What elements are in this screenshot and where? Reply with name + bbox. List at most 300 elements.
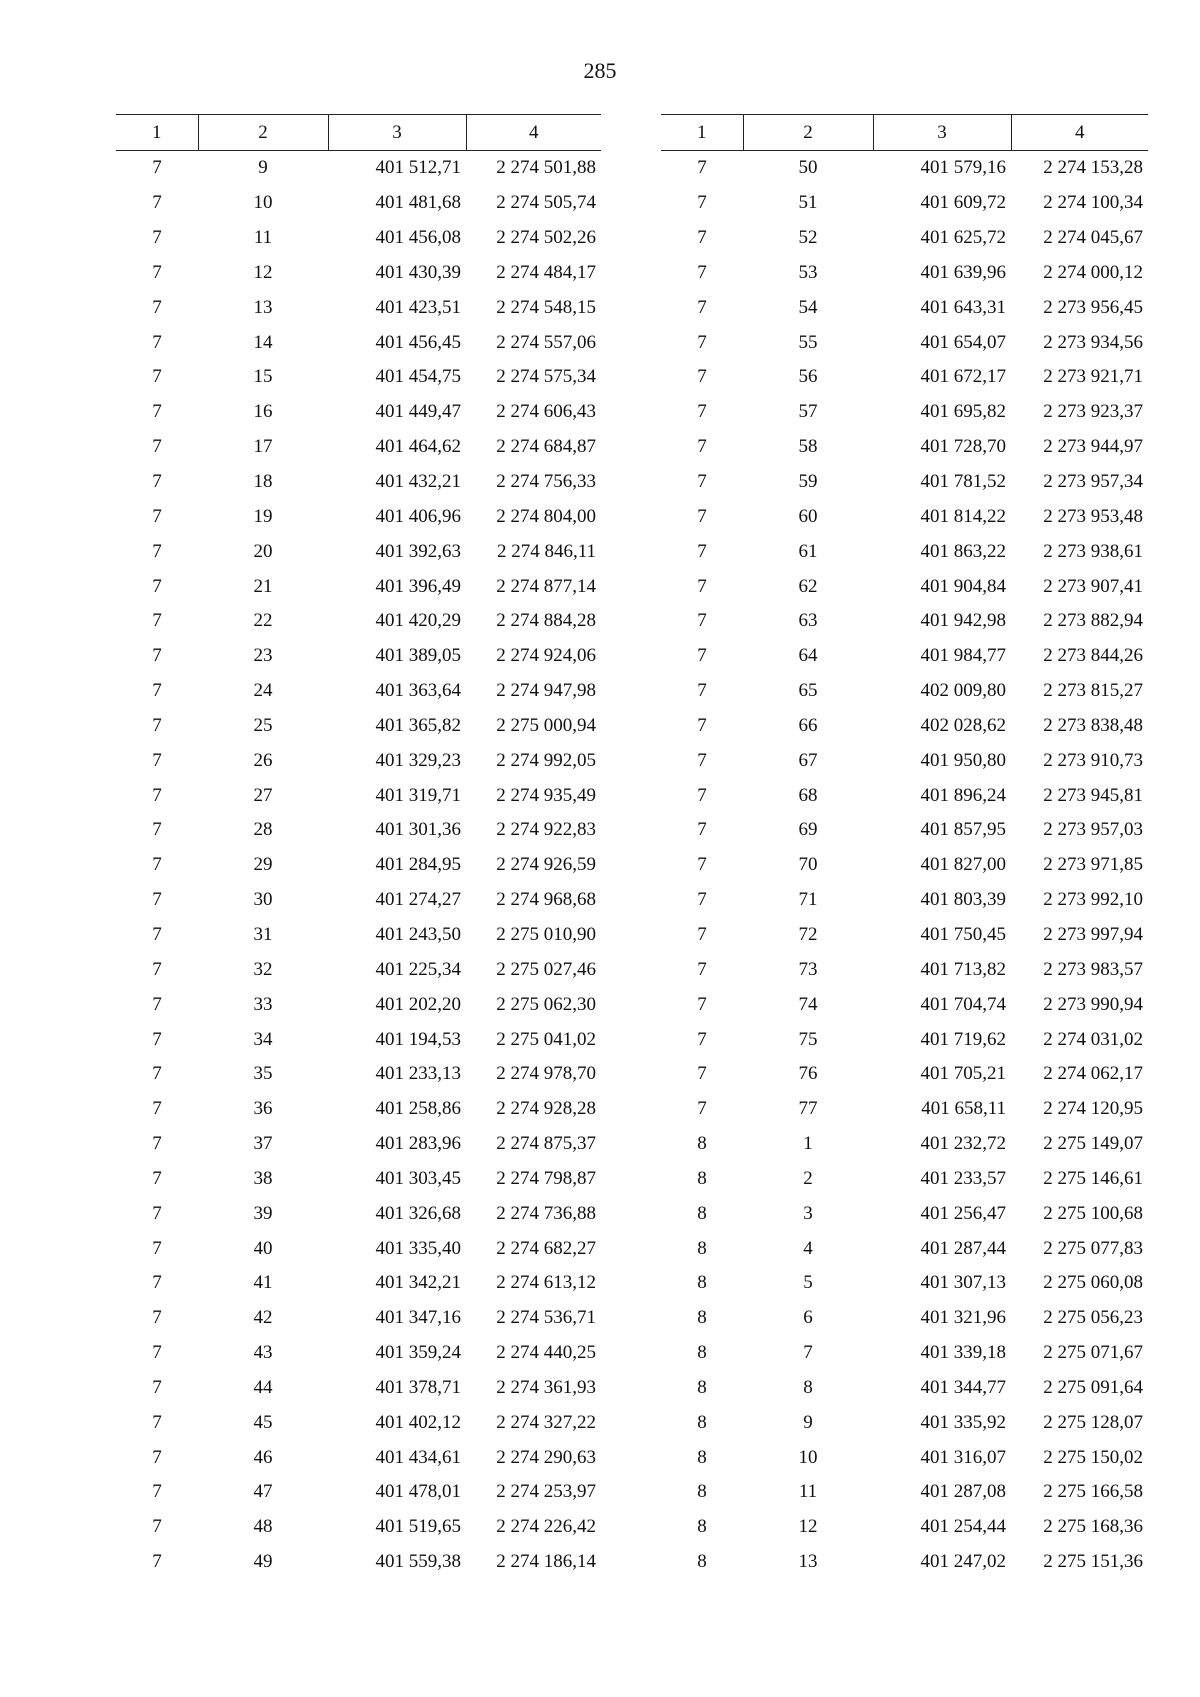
table-row: [116, 1510, 601, 1545]
x-coordinate-cell: 401 904,84: [920, 575, 1006, 597]
y-coordinate-cell: 2 274 736,88: [496, 1202, 596, 1224]
x-coordinate-cell: 401 365,82: [375, 714, 461, 736]
x-coordinate-cell: 401 781,52: [920, 471, 1006, 493]
y-coordinate-cell: 2 274 978,70: [496, 1063, 596, 1085]
point-number-cell: 16: [253, 401, 273, 423]
table-body-right: [661, 151, 1148, 1580]
zone-cell: 7: [152, 401, 162, 423]
table-row: [661, 465, 1148, 500]
point-number-cell: 13: [253, 296, 273, 318]
y-coordinate-cell: 2 274 606,43: [496, 401, 596, 423]
zone-cell: 7: [152, 958, 162, 980]
table-row: [661, 1196, 1148, 1231]
zone-cell: 7: [152, 227, 162, 249]
x-coordinate-cell: 402 028,62: [920, 714, 1006, 736]
y-coordinate-cell: 2 274 253,97: [496, 1481, 596, 1503]
zone-cell: 7: [152, 366, 162, 388]
zone-cell: 7: [697, 993, 707, 1015]
point-number-cell: 73: [798, 958, 818, 980]
x-coordinate-cell: 401 609,72: [920, 192, 1006, 214]
table-row: [116, 848, 601, 883]
table-row: [116, 1057, 601, 1092]
zone-cell: 7: [152, 1342, 162, 1364]
zone-cell: 7: [697, 1098, 707, 1120]
table-row: [661, 1266, 1148, 1301]
point-number-cell: 36: [253, 1098, 273, 1120]
x-coordinate-cell: 401 814,22: [920, 505, 1006, 527]
zone-cell: 8: [697, 1133, 707, 1155]
table-row: [661, 1475, 1148, 1510]
x-coordinate-cell: 401 307,13: [920, 1272, 1006, 1294]
table-row: [661, 604, 1148, 639]
table-row: [116, 1161, 601, 1196]
table-row: [116, 883, 601, 918]
zone-cell: 7: [152, 923, 162, 945]
point-number-cell: 58: [798, 436, 818, 458]
point-number-cell: 41: [253, 1272, 273, 1294]
point-number-cell: 49: [253, 1551, 273, 1573]
zone-cell: 7: [697, 575, 707, 597]
y-coordinate-cell: 2 273 983,57: [1043, 958, 1143, 980]
point-number-cell: 23: [253, 645, 273, 667]
y-coordinate-cell: 2 273 953,48: [1043, 505, 1143, 527]
x-coordinate-cell: 401 303,45: [375, 1167, 461, 1189]
zone-cell: 7: [152, 331, 162, 353]
point-number-cell: 63: [798, 610, 818, 632]
zone-cell: 7: [152, 854, 162, 876]
zone-cell: 7: [152, 505, 162, 527]
table-row: [116, 499, 601, 534]
table-row: [661, 1127, 1148, 1162]
zone-cell: 7: [697, 401, 707, 423]
y-coordinate-cell: 2 274 186,14: [496, 1551, 596, 1573]
y-coordinate-cell: 2 274 290,63: [496, 1446, 596, 1468]
x-coordinate-cell: 401 423,51: [375, 296, 461, 318]
y-coordinate-cell: 2 274 120,95: [1043, 1098, 1143, 1120]
y-coordinate-cell: 2 273 990,94: [1043, 993, 1143, 1015]
x-coordinate-cell: 401 301,36: [375, 819, 461, 841]
point-number-cell: 51: [798, 192, 818, 214]
table-row: [661, 360, 1148, 395]
table-row: [661, 430, 1148, 465]
table-row: [661, 221, 1148, 256]
table-row: [661, 813, 1148, 848]
zone-cell: 8: [697, 1551, 707, 1573]
x-coordinate-cell: 401 287,44: [920, 1237, 1006, 1259]
table-row: [661, 1231, 1148, 1266]
zone-cell: 7: [152, 1237, 162, 1259]
table-row: [116, 151, 601, 186]
table-row: [661, 1336, 1148, 1371]
table-row: [661, 952, 1148, 987]
x-coordinate-cell: 401 713,82: [920, 958, 1006, 980]
point-number-cell: 53: [798, 261, 818, 283]
zone-cell: 7: [152, 1202, 162, 1224]
table-row: [116, 813, 601, 848]
zone-cell: 8: [697, 1446, 707, 1468]
x-coordinate-cell: 401 896,24: [920, 784, 1006, 806]
table-row: [116, 360, 601, 395]
point-number-cell: 3: [803, 1202, 813, 1224]
y-coordinate-cell: 2 274 926,59: [496, 854, 596, 876]
table-row: [116, 709, 601, 744]
table-row: [661, 325, 1148, 360]
zone-cell: 7: [697, 958, 707, 980]
x-coordinate-cell: 401 396,49: [375, 575, 461, 597]
y-coordinate-cell: 2 274 756,33: [496, 471, 596, 493]
point-number-cell: 74: [798, 993, 818, 1015]
point-number-cell: 40: [253, 1237, 273, 1259]
y-coordinate-cell: 2 273 910,73: [1043, 749, 1143, 771]
x-coordinate-cell: 401 194,53: [375, 1028, 461, 1050]
x-coordinate-cell: 401 672,17: [920, 366, 1006, 388]
x-coordinate-cell: 401 984,77: [920, 645, 1006, 667]
x-coordinate-cell: 401 359,24: [375, 1342, 461, 1364]
y-coordinate-cell: 2 274 045,67: [1043, 227, 1143, 249]
y-coordinate-cell: 2 274 682,27: [496, 1237, 596, 1259]
column-header-3: 3: [873, 115, 1011, 151]
x-coordinate-cell: 401 233,57: [920, 1167, 1006, 1189]
column-header-3: 3: [328, 115, 466, 151]
y-coordinate-cell: 2 273 992,10: [1043, 889, 1143, 911]
y-coordinate-cell: 2 274 804,00: [496, 505, 596, 527]
x-coordinate-cell: 401 942,98: [920, 610, 1006, 632]
point-number-cell: 56: [798, 366, 818, 388]
zone-cell: 7: [152, 1516, 162, 1538]
point-number-cell: 4: [803, 1237, 813, 1259]
x-coordinate-cell: 401 232,72: [920, 1133, 1006, 1155]
x-coordinate-cell: 401 347,16: [375, 1307, 461, 1329]
zone-cell: 7: [697, 645, 707, 667]
x-coordinate-cell: 401 857,95: [920, 819, 1006, 841]
y-coordinate-cell: 2 273 844,26: [1043, 645, 1143, 667]
y-coordinate-cell: 2 274 327,22: [496, 1411, 596, 1433]
x-coordinate-cell: 401 559,38: [375, 1551, 461, 1573]
table-row: [661, 151, 1148, 186]
y-coordinate-cell: 2 275 151,36: [1043, 1551, 1143, 1573]
zone-cell: 7: [152, 889, 162, 911]
y-coordinate-cell: 2 275 041,02: [496, 1028, 596, 1050]
point-number-cell: 12: [253, 261, 273, 283]
y-coordinate-cell: 2 274 846,11: [496, 540, 596, 562]
point-number-cell: 10: [253, 192, 273, 214]
y-coordinate-cell: 2 274 575,34: [496, 366, 596, 388]
y-coordinate-cell: 2 275 146,61: [1043, 1167, 1143, 1189]
y-coordinate-cell: 2 274 536,71: [496, 1307, 596, 1329]
table-row: [661, 534, 1148, 569]
point-number-cell: 60: [798, 505, 818, 527]
x-coordinate-cell: 401 695,82: [920, 401, 1006, 423]
zone-cell: 7: [152, 714, 162, 736]
zone-cell: 8: [697, 1481, 707, 1503]
point-number-cell: 19: [253, 505, 273, 527]
point-number-cell: 65: [798, 680, 818, 702]
y-coordinate-cell: 2 274 947,98: [496, 680, 596, 702]
zone-cell: 7: [152, 157, 162, 179]
zone-cell: 7: [697, 923, 707, 945]
table-body-left: [116, 151, 601, 1580]
table-row: [116, 1336, 601, 1371]
zone-cell: 7: [697, 819, 707, 841]
point-number-cell: 13: [798, 1551, 818, 1573]
table-row: [116, 674, 601, 709]
x-coordinate-cell: 401 827,00: [920, 854, 1006, 876]
point-number-cell: 42: [253, 1307, 273, 1329]
table-row: [116, 743, 601, 778]
zone-cell: 7: [152, 471, 162, 493]
x-coordinate-cell: 401 326,68: [375, 1202, 461, 1224]
point-number-cell: 45: [253, 1411, 273, 1433]
y-coordinate-cell: 2 273 934,56: [1043, 331, 1143, 353]
table-row: [116, 1231, 601, 1266]
zone-cell: 7: [152, 680, 162, 702]
zone-cell: 7: [697, 296, 707, 318]
zone-cell: 7: [697, 680, 707, 702]
x-coordinate-cell: 401 719,62: [920, 1028, 1006, 1050]
x-coordinate-cell: 401 643,31: [920, 296, 1006, 318]
y-coordinate-cell: 2 275 062,30: [496, 993, 596, 1015]
point-number-cell: 33: [253, 993, 273, 1015]
zone-cell: 7: [152, 1411, 162, 1433]
zone-cell: 7: [697, 227, 707, 249]
table-row: [661, 569, 1148, 604]
y-coordinate-cell: 2 274 875,37: [496, 1133, 596, 1155]
table-row: [116, 430, 601, 465]
zone-cell: 8: [697, 1272, 707, 1294]
point-number-cell: 59: [798, 471, 818, 493]
x-coordinate-cell: 401 363,64: [375, 680, 461, 702]
x-coordinate-cell: 401 704,74: [920, 993, 1006, 1015]
point-number-cell: 46: [253, 1446, 273, 1468]
table-row: [661, 1371, 1148, 1406]
x-coordinate-cell: 401 284,95: [375, 854, 461, 876]
y-coordinate-cell: 2 273 907,41: [1043, 575, 1143, 597]
zone-cell: 8: [697, 1202, 707, 1224]
column-header-2: 2: [743, 115, 873, 151]
point-number-cell: 61: [798, 540, 818, 562]
zone-cell: 7: [697, 784, 707, 806]
y-coordinate-cell: 2 273 944,97: [1043, 436, 1143, 458]
x-coordinate-cell: 401 342,21: [375, 1272, 461, 1294]
x-coordinate-cell: 401 389,05: [375, 645, 461, 667]
coordinates-table-left: [116, 114, 601, 1580]
table-row: [116, 1545, 601, 1580]
x-coordinate-cell: 401 728,70: [920, 436, 1006, 458]
zone-cell: 7: [697, 854, 707, 876]
y-coordinate-cell: 2 273 815,27: [1043, 680, 1143, 702]
zone-cell: 7: [152, 1098, 162, 1120]
header-row: [116, 115, 601, 151]
x-coordinate-cell: 401 274,27: [375, 889, 461, 911]
table-row: [116, 1301, 601, 1336]
zone-cell: 7: [152, 1376, 162, 1398]
point-number-cell: 25: [253, 714, 273, 736]
point-number-cell: 7: [803, 1342, 813, 1364]
y-coordinate-cell: 2 274 484,17: [496, 261, 596, 283]
zone-cell: 7: [697, 366, 707, 388]
x-coordinate-cell: 401 478,01: [375, 1481, 461, 1503]
x-coordinate-cell: 401 579,16: [920, 157, 1006, 179]
point-number-cell: 15: [253, 366, 273, 388]
point-number-cell: 30: [253, 889, 273, 911]
column-header-1: 1: [661, 115, 743, 151]
x-coordinate-cell: 401 287,08: [920, 1481, 1006, 1503]
table-row: [661, 1092, 1148, 1127]
x-coordinate-cell: 401 950,80: [920, 749, 1006, 771]
point-number-cell: 31: [253, 923, 273, 945]
point-number-cell: 37: [253, 1133, 273, 1155]
zone-cell: 7: [697, 714, 707, 736]
x-coordinate-cell: 401 392,63: [375, 540, 461, 562]
x-coordinate-cell: 401 430,39: [375, 261, 461, 283]
table-row: [116, 1127, 601, 1162]
x-coordinate-cell: 401 335,92: [920, 1411, 1006, 1433]
point-number-cell: 11: [253, 227, 273, 249]
zone-cell: 8: [697, 1411, 707, 1433]
column-header-4: 4: [466, 115, 601, 151]
point-number-cell: 62: [798, 575, 818, 597]
point-number-cell: 12: [798, 1516, 818, 1538]
zone-cell: 7: [152, 1272, 162, 1294]
x-coordinate-cell: 401 456,08: [375, 227, 461, 249]
x-coordinate-cell: 401 625,72: [920, 227, 1006, 249]
zone-cell: 7: [697, 157, 707, 179]
x-coordinate-cell: 402 009,80: [920, 680, 1006, 702]
point-number-cell: 35: [253, 1063, 273, 1085]
y-coordinate-cell: 2 274 000,12: [1043, 261, 1143, 283]
table-row: [661, 918, 1148, 953]
point-number-cell: 2: [803, 1167, 813, 1189]
point-number-cell: 27: [253, 784, 273, 806]
table-row: [661, 674, 1148, 709]
table-row: [116, 778, 601, 813]
zone-cell: 7: [697, 192, 707, 214]
table-row: [116, 1266, 601, 1301]
zone-cell: 7: [697, 505, 707, 527]
zone-cell: 7: [152, 610, 162, 632]
x-coordinate-cell: 401 519,65: [375, 1516, 461, 1538]
point-number-cell: 32: [253, 958, 273, 980]
y-coordinate-cell: 2 274 922,83: [496, 819, 596, 841]
table-row: [661, 639, 1148, 674]
zone-cell: 8: [697, 1342, 707, 1364]
column-header-4: 4: [1011, 115, 1148, 151]
table-row: [116, 604, 601, 639]
zone-cell: 7: [152, 296, 162, 318]
y-coordinate-cell: 2 275 168,36: [1043, 1516, 1143, 1538]
table-row: [116, 395, 601, 430]
y-coordinate-cell: 2 275 077,83: [1043, 1237, 1143, 1259]
point-number-cell: 38: [253, 1167, 273, 1189]
point-number-cell: 67: [798, 749, 818, 771]
zone-cell: 7: [697, 261, 707, 283]
table-row: [116, 256, 601, 291]
y-coordinate-cell: 2 275 100,68: [1043, 1202, 1143, 1224]
column-header-1: 1: [116, 115, 198, 151]
point-number-cell: 20: [253, 540, 273, 562]
x-coordinate-cell: 401 512,71: [375, 157, 461, 179]
point-number-cell: 70: [798, 854, 818, 876]
y-coordinate-cell: 2 275 000,94: [496, 714, 596, 736]
y-coordinate-cell: 2 275 149,07: [1043, 1133, 1143, 1155]
point-number-cell: 11: [798, 1481, 818, 1503]
point-number-cell: 77: [798, 1098, 818, 1120]
point-number-cell: 43: [253, 1342, 273, 1364]
y-coordinate-cell: 2 275 010,90: [496, 923, 596, 945]
point-number-cell: 54: [798, 296, 818, 318]
zone-cell: 7: [697, 540, 707, 562]
table-row: [116, 186, 601, 221]
table-row: [116, 952, 601, 987]
y-coordinate-cell: 2 274 361,93: [496, 1376, 596, 1398]
point-number-cell: 71: [798, 889, 818, 911]
y-coordinate-cell: 2 274 924,06: [496, 645, 596, 667]
y-coordinate-cell: 2 275 166,58: [1043, 1481, 1143, 1503]
y-coordinate-cell: 2 273 956,45: [1043, 296, 1143, 318]
point-number-cell: 9: [258, 157, 268, 179]
table-row: [661, 848, 1148, 883]
coordinates-table-right: [661, 114, 1148, 1580]
table-row: [116, 1196, 601, 1231]
x-coordinate-cell: 401 202,20: [375, 993, 461, 1015]
point-number-cell: 18: [253, 471, 273, 493]
zone-cell: 7: [152, 575, 162, 597]
y-coordinate-cell: 2 275 128,07: [1043, 1411, 1143, 1433]
point-number-cell: 52: [798, 227, 818, 249]
x-coordinate-cell: 401 434,61: [375, 1446, 461, 1468]
table-row: [661, 743, 1148, 778]
y-coordinate-cell: 2 275 060,08: [1043, 1272, 1143, 1294]
table-row: [116, 987, 601, 1022]
table-row: [661, 1057, 1148, 1092]
table-row: [661, 1545, 1148, 1580]
point-number-cell: 34: [253, 1028, 273, 1050]
column-header-2: 2: [198, 115, 328, 151]
point-number-cell: 29: [253, 854, 273, 876]
x-coordinate-cell: 401 464,62: [375, 436, 461, 458]
point-number-cell: 5: [803, 1272, 813, 1294]
point-number-cell: 1: [803, 1133, 813, 1155]
x-coordinate-cell: 401 863,22: [920, 540, 1006, 562]
point-number-cell: 24: [253, 680, 273, 702]
x-coordinate-cell: 401 654,07: [920, 331, 1006, 353]
point-number-cell: 8: [803, 1376, 813, 1398]
table-row: [116, 1440, 601, 1475]
zone-cell: 7: [152, 819, 162, 841]
zone-cell: 8: [697, 1376, 707, 1398]
point-number-cell: 14: [253, 331, 273, 353]
y-coordinate-cell: 2 273 921,71: [1043, 366, 1143, 388]
y-coordinate-cell: 2 274 557,06: [496, 331, 596, 353]
x-coordinate-cell: 401 406,96: [375, 505, 461, 527]
x-coordinate-cell: 401 454,75: [375, 366, 461, 388]
zone-cell: 7: [152, 645, 162, 667]
x-coordinate-cell: 401 258,86: [375, 1098, 461, 1120]
table-row: [116, 465, 601, 500]
table-row: [116, 1022, 601, 1057]
y-coordinate-cell: 2 273 957,03: [1043, 819, 1143, 841]
x-coordinate-cell: 401 283,96: [375, 1133, 461, 1155]
x-coordinate-cell: 401 456,45: [375, 331, 461, 353]
y-coordinate-cell: 2 274 153,28: [1043, 157, 1143, 179]
y-coordinate-cell: 2 274 440,25: [496, 1342, 596, 1364]
zone-cell: 7: [152, 1481, 162, 1503]
zone-cell: 7: [152, 1063, 162, 1085]
zone-cell: 8: [697, 1307, 707, 1329]
table-row: [116, 1475, 601, 1510]
zone-cell: 7: [152, 436, 162, 458]
point-number-cell: 72: [798, 923, 818, 945]
